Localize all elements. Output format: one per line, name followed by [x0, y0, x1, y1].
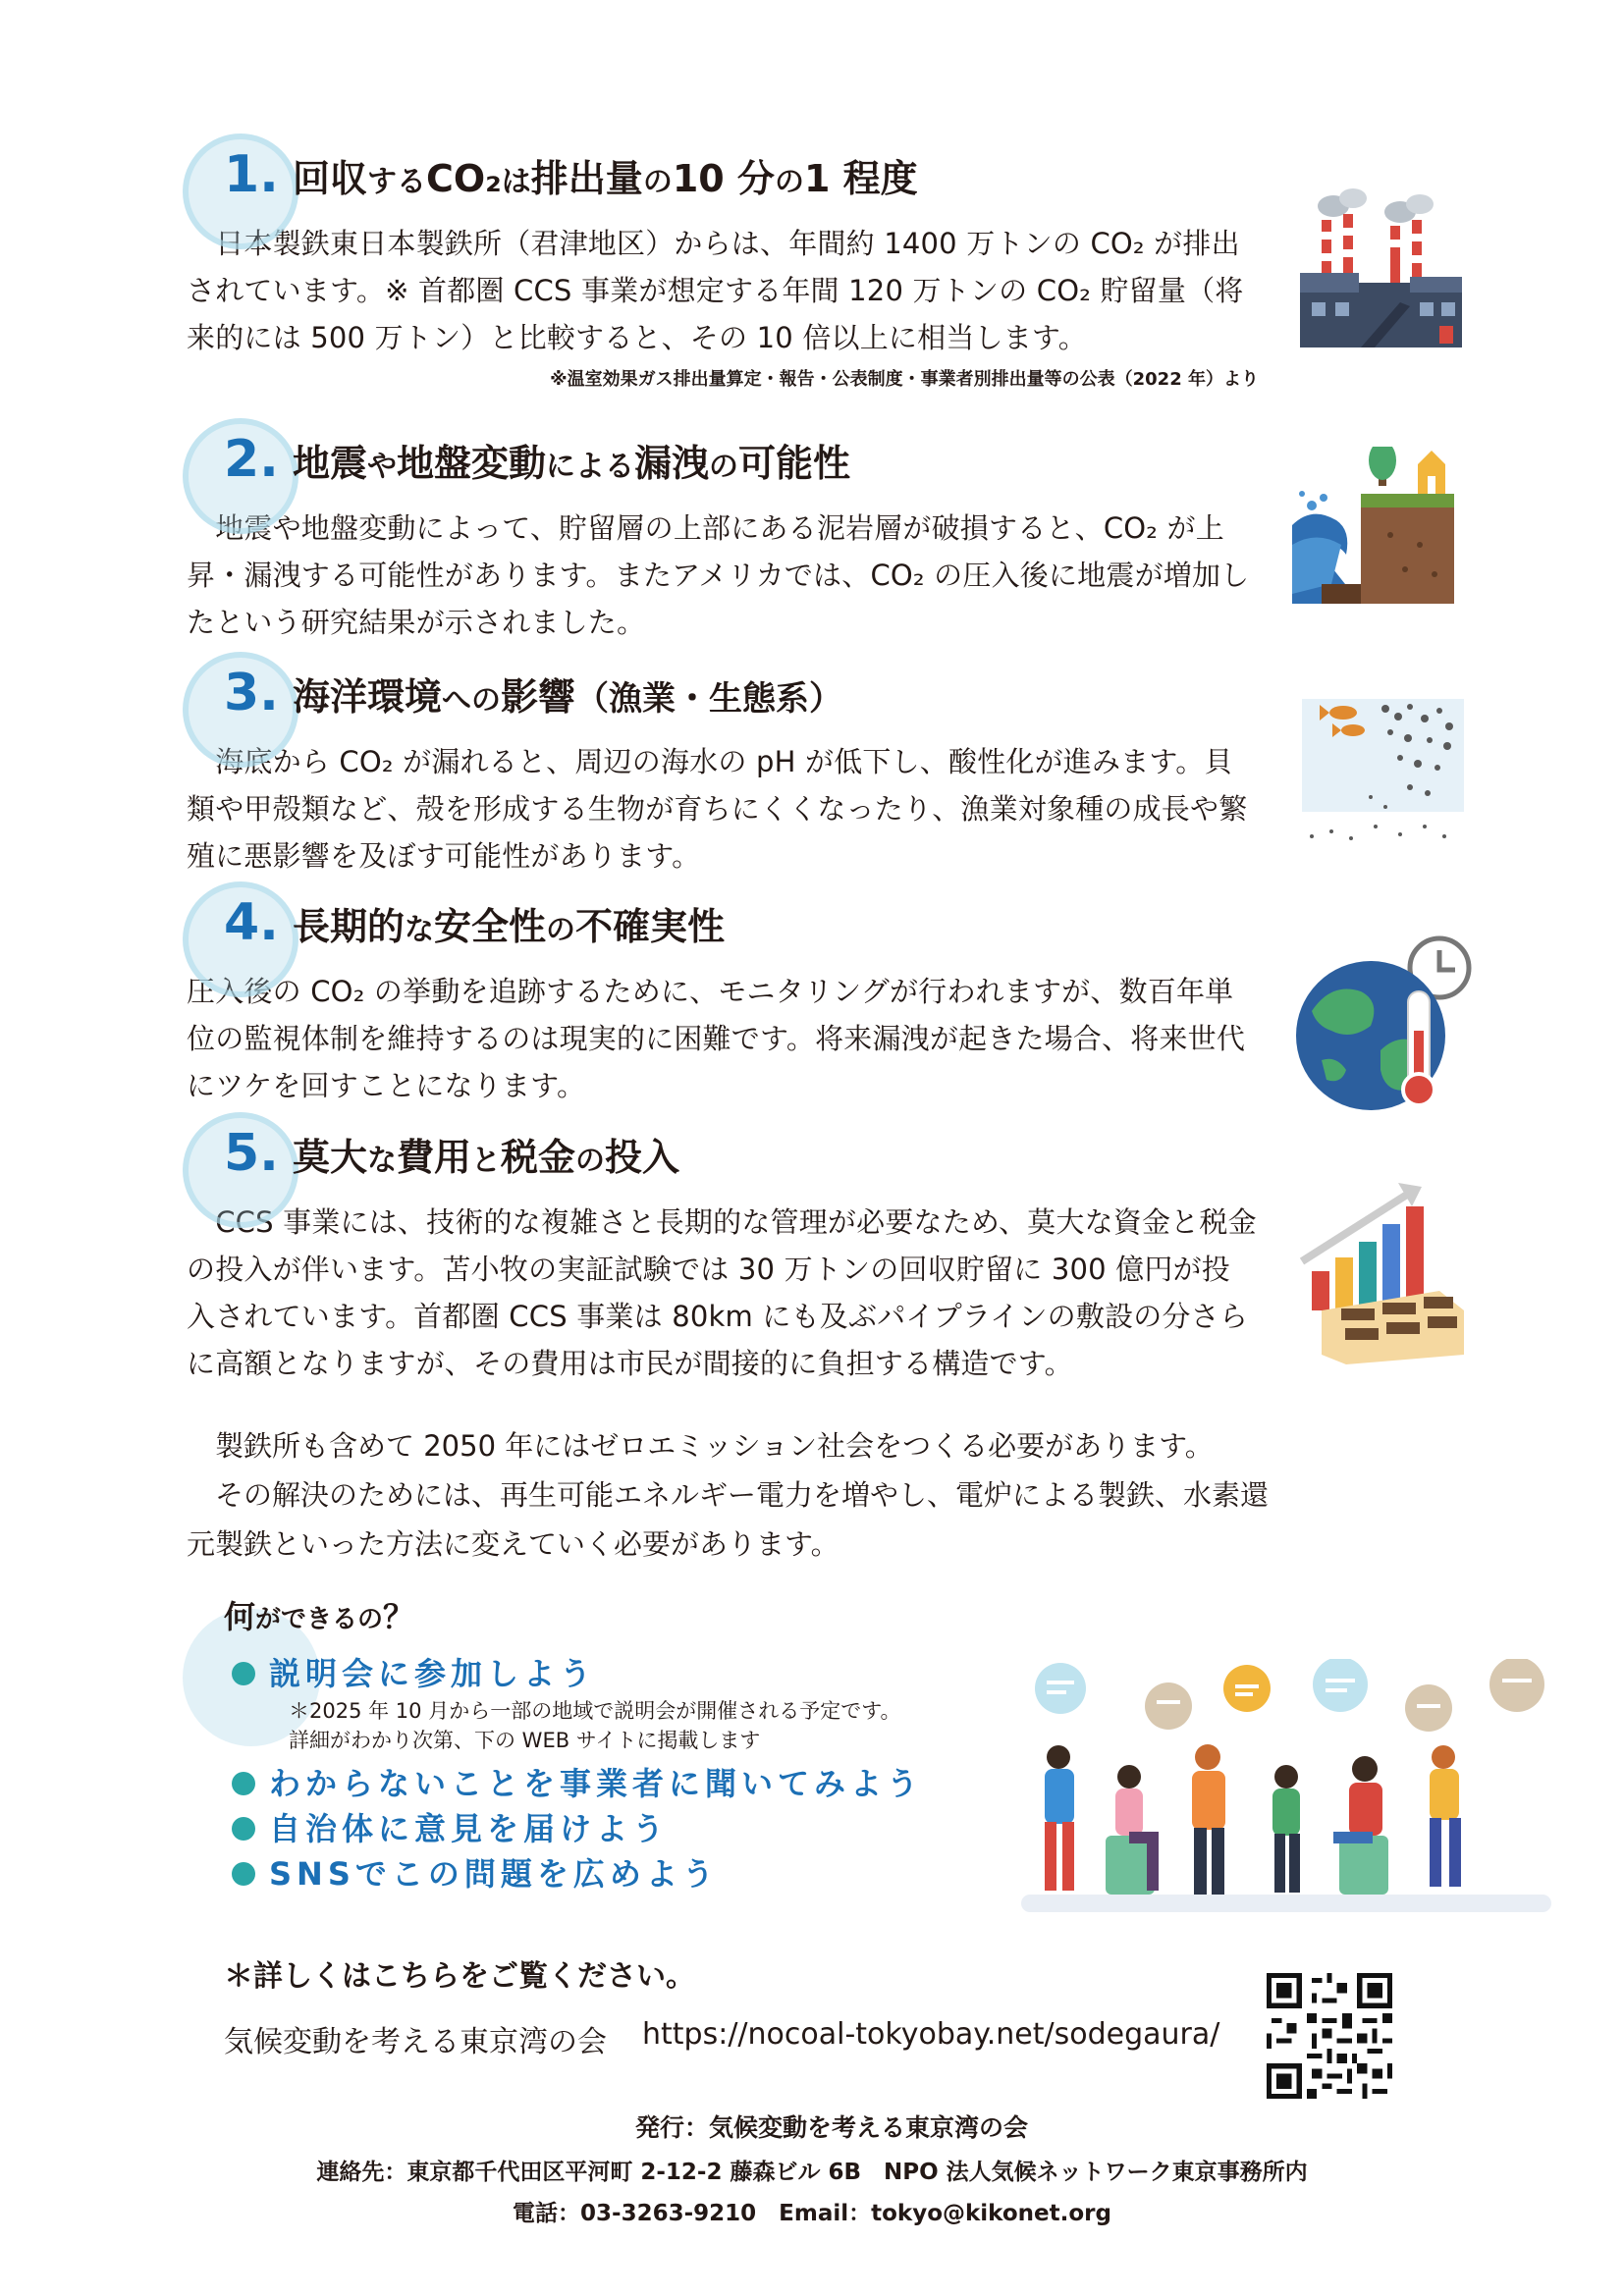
- section-3: [187, 664, 1276, 880]
- action-item: わからないことを事業者に聞いてみよう: [232, 1761, 1070, 1806]
- ocean-acidification-icon: [1292, 689, 1469, 851]
- person-3: [1192, 1744, 1225, 1895]
- action-item: 自治体に意見を届けよう: [232, 1806, 1070, 1851]
- person-5: [1333, 1756, 1388, 1895]
- section-number: 2.: [224, 430, 279, 489]
- earthquake-icon: [1292, 447, 1469, 609]
- person-2: [1106, 1765, 1159, 1895]
- section-number: 5.: [224, 1124, 279, 1183]
- speech-bubble-icon: [1035, 1659, 1544, 1732]
- action-item: SNSでこの問題を広めよう: [232, 1851, 1070, 1896]
- can-do-title: 何ができるの？: [224, 1598, 415, 1635]
- phone-email-line: 電話：03-3263-9210 Email：tokyo@kikonet.org: [513, 2201, 1111, 2226]
- section-number: 4.: [224, 893, 279, 952]
- section-heading: 2. 地震 や 地盤変動 による 漏洩 の 可能性: [224, 430, 850, 489]
- section-body: 圧入後の CO₂ の挙動を追跡するために、モニタリングが行われますが、数百年単位の監視体制を維持するのは現実的に困難です。将来漏洩が起きた場合、将来世代にツケを回すことになります。: [187, 975, 1246, 1102]
- globe-thermometer-icon: [1292, 933, 1489, 1114]
- section-body: 海底から CO₂ が漏れると、周辺の海水の pH が低下し、酸性化が進みます。貝類や甲殻類など、殻を形成する生物が育ちにくくなったり、漁業対象種の成長や繁殖に悪影響を及ぼす可能性があります。: [187, 745, 1248, 873]
- org-name: 気候変動を考える東京湾の会: [224, 2025, 607, 2059]
- section-1: [187, 145, 1276, 391]
- section-number: 1.: [224, 145, 279, 204]
- qr-code[interactable]: [1267, 1973, 1392, 2099]
- section-2: [187, 430, 1276, 646]
- briefing-note: ＊2025 年 10 月から一部の地域で説明会が開催される予定です。 詳細がわかり次第、下の WEB サイトに掲載します: [289, 1699, 901, 1752]
- section-number: 3.: [224, 664, 279, 722]
- section-5: [187, 1124, 1276, 1387]
- source-note: ※温室効果ガス排出量算定・報告・公表制度・事業者別排出量等の公表（2022 年）より: [550, 369, 1259, 390]
- more-info-heading: ＊詳しくはこちらをご覧ください。: [224, 1959, 695, 1994]
- section-4: [187, 893, 1276, 1109]
- person-4: [1272, 1765, 1300, 1893]
- bullet-dot-icon: [232, 1862, 255, 1886]
- section-body: 地震や地盤変動によって、貯留層の上部にある泥岩層が破損すると、CO₂ が上昇・漏洩する可能性があります。またアメリカでは、CO₂ の圧入後に地震が増加したという研究結果が示されました。: [187, 511, 1250, 639]
- section-heading: 1. 回収 する CO₂ は 排出量 の 10 分 の 1 程度: [224, 145, 918, 204]
- contact-line: 連絡先：東京都千代田区平河町 2-12-2 藤森ビル 6B NPO 法人気候ネットワーク東京事務所内: [316, 2160, 1308, 2185]
- publisher-line: 発行：気候変動を考える東京湾の会: [634, 2113, 1028, 2142]
- section-heading: 5. 莫大 な 費用 と 税金 の 投入: [224, 1124, 679, 1183]
- section-body: 日本製鉄東日本製鉄所（君津地区）からは、年間約 1400 万トンの CO₂ が排出されています。※ 首都圏 CCS 事業が想定する年間 120 万トンの CO₂ 貯留量（将来的には 500 万トン）と比較すると、その 10 倍以上に相当します。: [187, 227, 1244, 354]
- what-can-we-do: [187, 1595, 1070, 1896]
- website-link[interactable]: https://nocoal-tokyobay.net/sodegaura/: [642, 2017, 1220, 2052]
- section-body: CCS 事業には、技術的な複雑さと長期的な管理が必要なため、莫大な資金と税金の投入が伴います。苫小牧の実証試験では 30 万トンの回収貯留に 300 億円が投入されています。首都圏 CCS 事業は 80km にも及ぶパイプラインの敷設の分さらに高額となりますが、その費用は市民が間接的に負担する構造です。: [187, 1205, 1257, 1380]
- factory-icon: [1292, 185, 1469, 361]
- section-heading: 3. 海洋環境 への 影響 （漁業・生態系）: [224, 664, 842, 722]
- action-item: 説明会に参加しよう: [232, 1651, 1070, 1696]
- person-6: [1430, 1745, 1461, 1887]
- bullet-dot-icon: [232, 1772, 255, 1795]
- person-1: [1045, 1745, 1074, 1891]
- section-heading: 4. 長期的 な 安全性 の 不確実性: [224, 893, 725, 952]
- money-chart-icon: [1292, 1173, 1469, 1364]
- org-url-line: [224, 2017, 1219, 2060]
- closing-paragraph: 製鉄所も含めて 2050 年にはゼロエミッション社会をつくる必要があります。 その解決のためには、再生可能エネルギー電力を増やし、電炉による製鉄、水素還元製鉄といった方法に変えていく必要があります。: [187, 1429, 1270, 1561]
- bullet-dot-icon: [232, 1817, 255, 1841]
- people-discussion-illustration: [1021, 1659, 1551, 1924]
- bullet-dot-icon: [232, 1662, 255, 1685]
